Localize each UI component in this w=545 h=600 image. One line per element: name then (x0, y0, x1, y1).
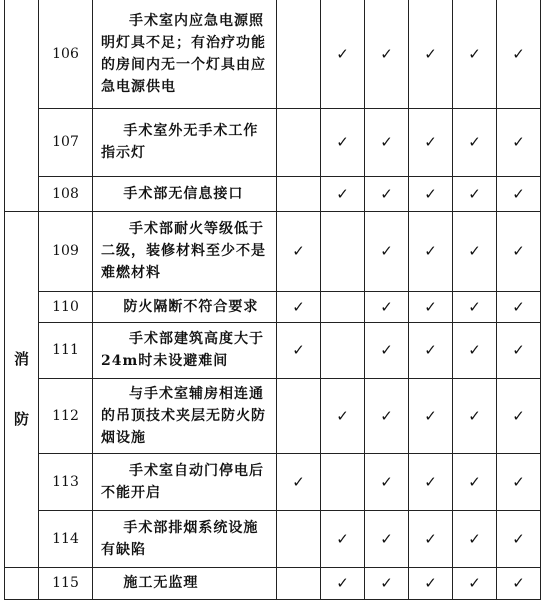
row-description: 与手术室辅房相连通的吊顶技术夹层无防火防烟设施 (93, 378, 277, 453)
row-description: 防火隔断不符合要求 (93, 291, 277, 322)
check-mark-cell: ✓ (497, 322, 541, 378)
check-mark-cell: ✓ (453, 176, 497, 211)
table-row (5, 322, 541, 378)
table-row (5, 0, 541, 108)
category-char: 消 (13, 350, 29, 368)
table-row (5, 211, 541, 291)
row-number: 112 (39, 378, 93, 453)
table-row (5, 510, 541, 567)
row-number: 115 (39, 567, 93, 599)
row-number: 111 (39, 322, 93, 378)
row-description: 手术室外无手术工作指示灯 (93, 108, 277, 176)
empty-cell (277, 108, 321, 176)
check-mark-cell: ✓ (453, 0, 497, 108)
check-mark-cell: ✓ (365, 453, 409, 510)
check-mark-cell: ✓ (365, 291, 409, 322)
check-mark-cell: ✓ (321, 108, 365, 176)
table-row (5, 176, 541, 211)
check-mark-cell: ✓ (497, 176, 541, 211)
empty-cell (321, 211, 365, 291)
check-mark-cell: ✓ (497, 378, 541, 453)
check-mark-cell: ✓ (365, 510, 409, 567)
row-description: 施工无监理 (93, 567, 277, 599)
check-mark-cell: ✓ (453, 291, 497, 322)
table-body (5, 0, 541, 599)
check-mark-cell: ✓ (365, 567, 409, 599)
check-mark-cell: ✓ (497, 291, 541, 322)
check-mark-cell: ✓ (277, 211, 321, 291)
check-mark-cell: ✓ (497, 108, 541, 176)
check-mark-cell: ✓ (453, 322, 497, 378)
check-mark-cell: ✓ (321, 567, 365, 599)
row-description: 手术部耐火等级低于二级，装修材料至少不是难燃材料 (93, 211, 277, 291)
row-number: 108 (39, 176, 93, 211)
row-number: 109 (39, 211, 93, 291)
check-mark-cell: ✓ (321, 0, 365, 108)
check-mark-cell: ✓ (409, 567, 453, 599)
empty-cell (321, 291, 365, 322)
check-mark-cell: ✓ (277, 453, 321, 510)
check-mark-cell: ✓ (453, 567, 497, 599)
row-description: 手术部排烟系统设施有缺陷 (93, 510, 277, 567)
empty-cell (277, 0, 321, 108)
check-mark-cell: ✓ (453, 378, 497, 453)
row-number: 114 (39, 510, 93, 567)
check-mark-cell: ✓ (497, 453, 541, 510)
check-mark-cell: ✓ (453, 108, 497, 176)
check-mark-cell: ✓ (365, 176, 409, 211)
row-number: 107 (39, 108, 93, 176)
row-description: 手术室内应急电源照明灯具不足；有治疗功能的房间内无一个灯具由应急电源供电 (93, 0, 277, 108)
check-mark-cell: ✓ (409, 211, 453, 291)
row-description: 手术部无信息接口 (93, 176, 277, 211)
table-row (5, 291, 541, 322)
check-mark-cell: ✓ (365, 0, 409, 108)
check-mark-cell: ✓ (497, 0, 541, 108)
check-mark-cell: ✓ (277, 322, 321, 378)
check-mark-cell: ✓ (409, 378, 453, 453)
check-mark-cell: ✓ (497, 211, 541, 291)
check-mark-cell: ✓ (453, 453, 497, 510)
table-row (5, 567, 541, 599)
row-number: 113 (39, 453, 93, 510)
category-cell-blank (5, 0, 39, 211)
check-mark-cell: ✓ (497, 567, 541, 599)
check-mark-cell: ✓ (321, 378, 365, 453)
check-mark-cell: ✓ (365, 378, 409, 453)
check-mark-cell: ✓ (321, 510, 365, 567)
row-description: 手术室自动门停电后不能开启 (93, 453, 277, 510)
check-mark-cell: ✓ (409, 453, 453, 510)
check-mark-cell: ✓ (365, 322, 409, 378)
check-mark-cell: ✓ (453, 510, 497, 567)
check-mark-cell: ✓ (409, 322, 453, 378)
check-mark-cell: ✓ (365, 211, 409, 291)
empty-cell (277, 510, 321, 567)
empty-cell (277, 176, 321, 211)
check-mark-cell: ✓ (277, 291, 321, 322)
empty-cell (321, 322, 365, 378)
check-mark-cell: ✓ (409, 176, 453, 211)
empty-cell (277, 378, 321, 453)
empty-cell (321, 453, 365, 510)
category-char: 防 (13, 410, 29, 428)
check-mark-cell: ✓ (321, 176, 365, 211)
category-cell-fire (5, 211, 39, 567)
empty-cell (277, 567, 321, 599)
checklist-table (4, 0, 541, 600)
check-mark-cell: ✓ (453, 211, 497, 291)
row-number: 106 (39, 0, 93, 108)
check-mark-cell: ✓ (497, 510, 541, 567)
table-row (5, 453, 541, 510)
category-cell-blank (5, 567, 39, 599)
row-number: 110 (39, 291, 93, 322)
check-mark-cell: ✓ (409, 510, 453, 567)
table-row (5, 108, 541, 176)
check-mark-cell: ✓ (409, 108, 453, 176)
check-mark-cell: ✓ (409, 0, 453, 108)
check-mark-cell: ✓ (365, 108, 409, 176)
check-mark-cell: ✓ (409, 291, 453, 322)
row-description: 手术部建筑高度大于24m时未设避难间 (93, 322, 277, 378)
table-row (5, 378, 541, 453)
